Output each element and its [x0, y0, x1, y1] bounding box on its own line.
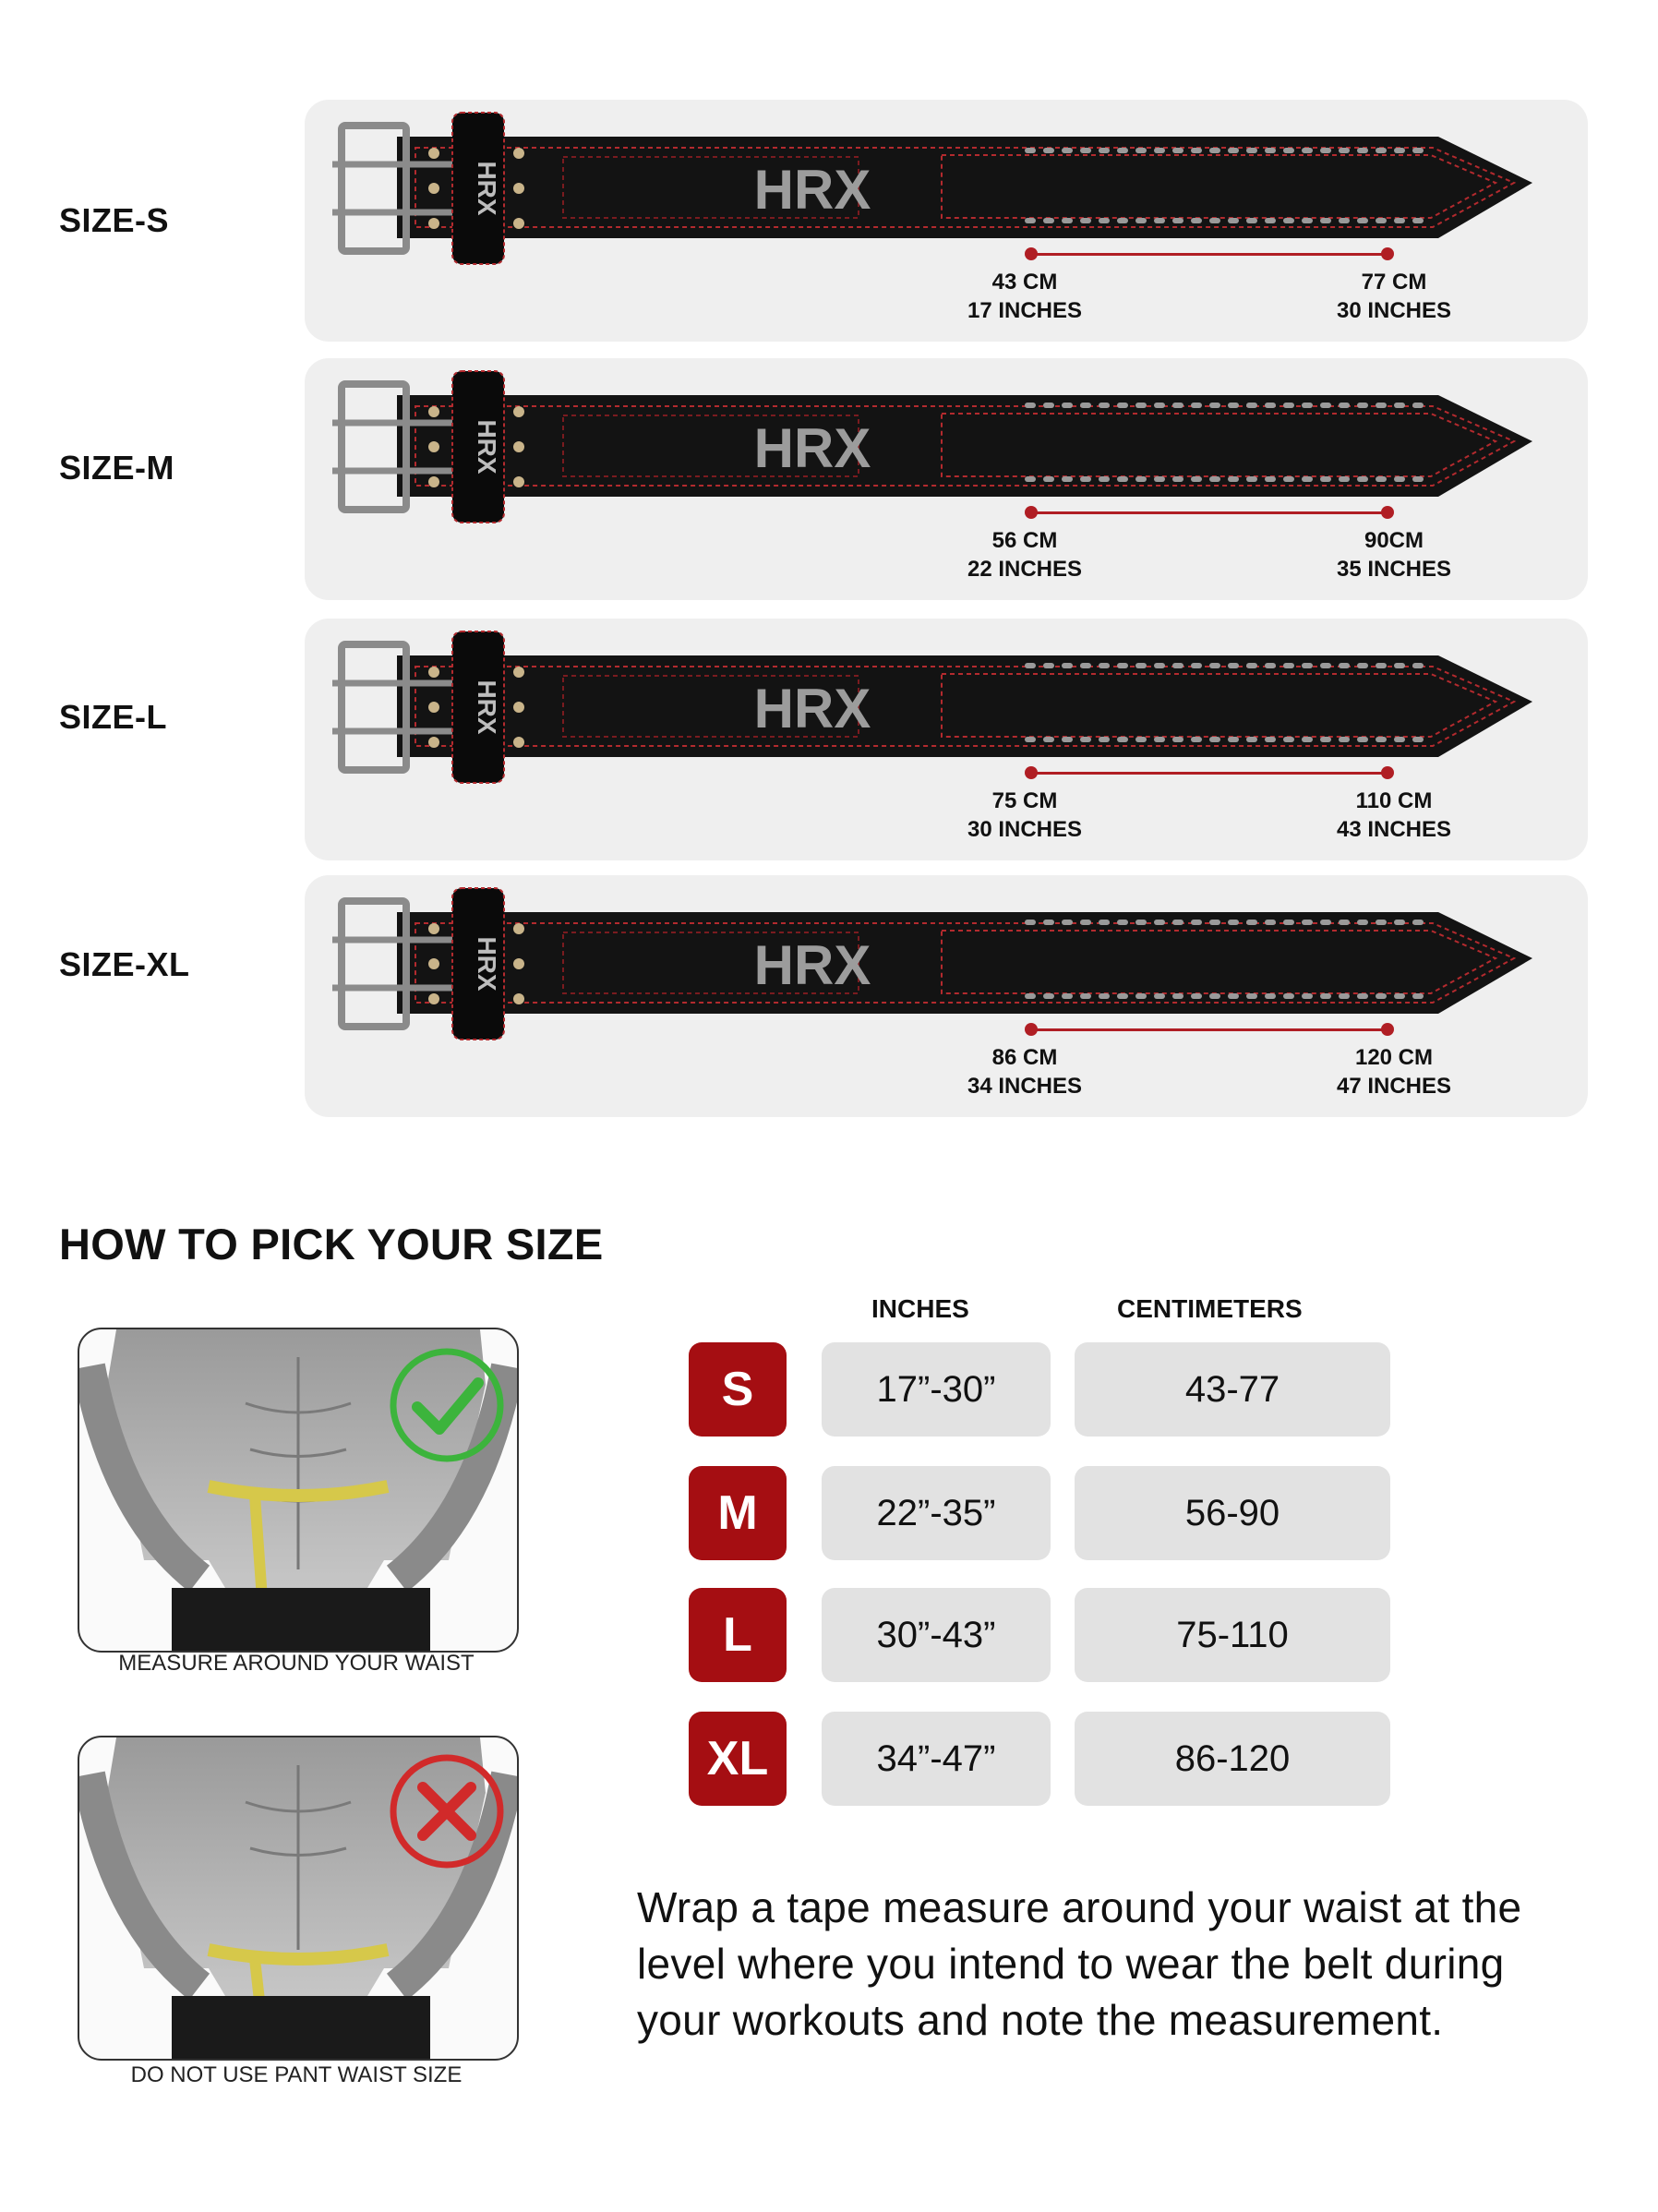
max-cm: 120 CM — [1354, 1045, 1434, 1070]
belt-brand-logo: HRX — [753, 159, 871, 221]
inches-cell: 17”-30” — [822, 1342, 1051, 1437]
keeper-logo: HRX — [473, 679, 501, 735]
max-inches: 47 INCHES — [1336, 1074, 1452, 1099]
min-inches: 17 INCHES — [967, 298, 1083, 323]
min-inches: 34 INCHES — [967, 1074, 1083, 1099]
pant-waist-photo — [78, 1736, 519, 2061]
range-max-label — [1302, 268, 1486, 325]
range-min-label — [932, 787, 1117, 844]
size-range-marker — [1025, 247, 1394, 260]
range-max-label — [1302, 787, 1486, 844]
range-min-label — [932, 526, 1117, 583]
cm-cell: 86-120 — [1075, 1712, 1390, 1806]
belt-brand-logo: HRX — [753, 417, 871, 479]
range-line — [1031, 772, 1388, 775]
min-cm: 43 CM — [991, 270, 1058, 295]
measure-waist-photo — [78, 1328, 519, 1653]
max-inches: 35 INCHES — [1336, 557, 1452, 582]
range-max-dot — [1381, 766, 1394, 779]
belt-size-label: SIZE-M — [59, 449, 174, 487]
inches-cell: 34”-47” — [822, 1712, 1051, 1806]
size-badge: S — [689, 1342, 787, 1437]
belt-brand-logo: HRX — [753, 934, 871, 996]
max-cm: 90CM — [1364, 528, 1424, 553]
range-min-dot — [1025, 1023, 1038, 1036]
min-inches: 30 INCHES — [967, 817, 1083, 842]
range-min-label — [932, 1043, 1117, 1100]
belt-size-label: SIZE-XL — [59, 945, 190, 983]
cm-cell: 56-90 — [1075, 1466, 1390, 1560]
belt-brand-logo: HRX — [753, 678, 871, 739]
min-cm: 86 CM — [991, 1045, 1058, 1070]
keeper-logo: HRX — [473, 419, 501, 475]
correct-caption: MEASURE AROUND YOUR WAIST — [118, 1651, 475, 1676]
size-badge: L — [689, 1588, 787, 1682]
inches-cell: 22”-35” — [822, 1466, 1051, 1560]
range-max-dot — [1381, 247, 1394, 260]
max-cm: 77 CM — [1361, 270, 1427, 295]
range-max-dot — [1381, 506, 1394, 519]
col-inches-header: INCHES — [871, 1294, 969, 1323]
range-min-label — [932, 268, 1117, 325]
section-title: HOW TO PICK YOUR SIZE — [59, 1220, 604, 1268]
min-cm: 56 CM — [991, 528, 1058, 553]
max-cm: 110 CM — [1355, 788, 1433, 813]
belt-card — [305, 619, 1588, 860]
cm-cell: 75-110 — [1075, 1588, 1390, 1682]
range-line — [1031, 1028, 1388, 1031]
instructions-text: Wrap a tape measure around your waist at the level where you intend to wear the belt during your workouts and note the measurement. — [637, 1883, 1522, 2044]
col-cm-header: CENTIMETERS — [1117, 1294, 1303, 1323]
wrong-caption: DO NOT USE PANT WAIST SIZE — [130, 2062, 463, 2087]
range-line — [1031, 511, 1388, 514]
range-min-dot — [1025, 247, 1038, 260]
inches-cell: 30”-43” — [822, 1588, 1051, 1682]
size-range-marker — [1025, 506, 1394, 519]
min-cm: 75 CM — [991, 788, 1058, 813]
cm-cell: 43-77 — [1075, 1342, 1390, 1437]
range-max-label — [1302, 1043, 1486, 1100]
belt-card — [305, 358, 1588, 600]
size-range-marker — [1025, 1023, 1394, 1036]
size-range-marker — [1025, 766, 1394, 779]
range-max-label — [1302, 526, 1486, 583]
max-inches: 30 INCHES — [1336, 298, 1452, 323]
keeper-logo: HRX — [473, 161, 501, 216]
belt-size-label: SIZE-L — [59, 698, 167, 736]
range-max-dot — [1381, 1023, 1394, 1036]
keeper-logo: HRX — [473, 936, 501, 992]
range-line — [1031, 253, 1388, 256]
range-min-dot — [1025, 766, 1038, 779]
size-badge: M — [689, 1466, 787, 1560]
range-min-dot — [1025, 506, 1038, 519]
belt-card — [305, 100, 1588, 342]
belt-size-label: SIZE-S — [59, 201, 170, 239]
max-inches: 43 INCHES — [1336, 817, 1452, 842]
belt-card — [305, 875, 1588, 1117]
min-inches: 22 INCHES — [967, 557, 1083, 582]
size-badge: XL — [689, 1712, 787, 1806]
